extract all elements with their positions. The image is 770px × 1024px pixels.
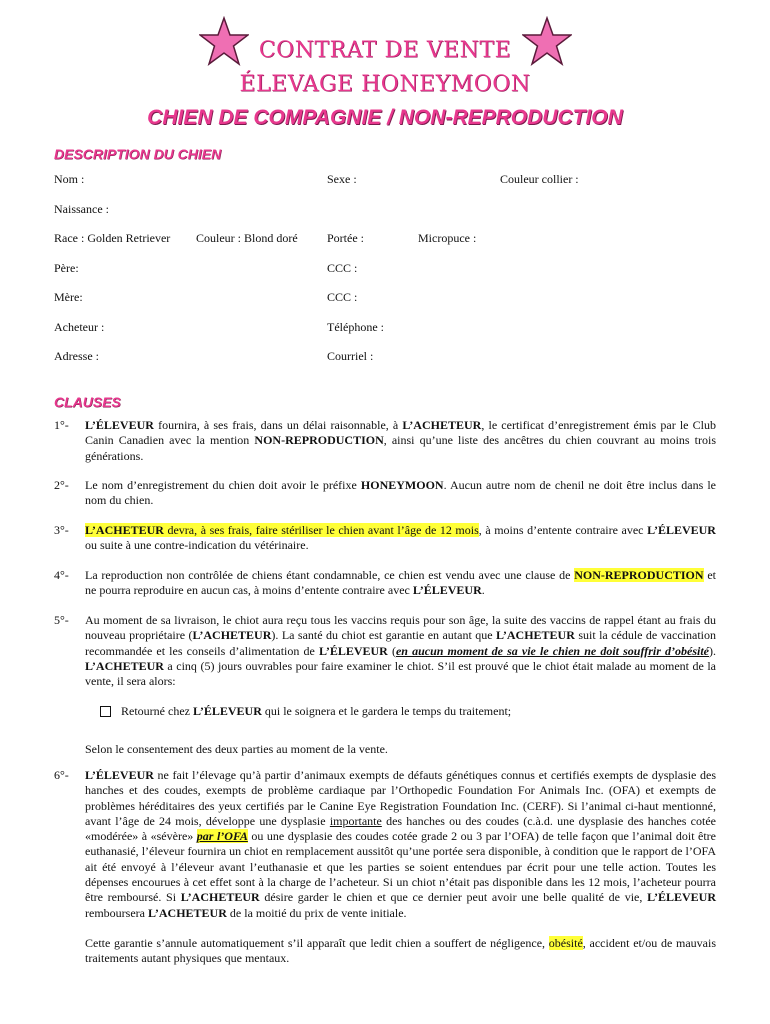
ccc-mother-label: CCC : — [327, 290, 358, 304]
clause-number: 4°- — [54, 568, 69, 582]
checkbox-icon[interactable] — [100, 706, 111, 717]
clause-4 — [54, 568, 716, 599]
contract-title: CONTRAT DE VENTE — [258, 38, 512, 63]
father-field-label: Père: — [54, 261, 79, 275]
contract-subtitle: CHIEN DE COMPAGNIE / NON-REPRODUCTION — [147, 106, 623, 129]
clause-number: 3°- — [54, 523, 69, 537]
clause-text: L’ACHETEUR devra, à ses frais, faire stériliser le chien avant l’âge de 12 mois, à moins d’entente contraire avec L’ÉLEVEUR ou suite à une contre-indication du vétérinaire. — [85, 523, 716, 553]
checkbox-option — [100, 704, 511, 719]
sex-field-label: Sexe : — [327, 172, 357, 186]
clause-number: 5°- — [54, 613, 69, 627]
clause-number: 1°- — [54, 418, 69, 432]
description-heading: DESCRIPTION DU CHIEN — [54, 146, 222, 162]
color-field — [196, 231, 298, 246]
buyer-field-label: Acheteur : — [54, 320, 105, 334]
color-label: Couleur : — [196, 231, 244, 245]
clause-text: La reproduction non contrôlée de chiens étant condamnable, ce chien est vendu avec une clause de NON-REPRODUCTION et ne pourra reproduire en aucun cas, à moins d’entente contraire avec L’ÉLEVEUR. — [85, 568, 716, 598]
name-field-label: Nom : — [54, 172, 85, 186]
clause-text: L’ÉLEVEUR fournira, à ses frais, dans un délai raisonnable, à L’ACHETEUR, le certificat d’enregistrement émis par le Club Canin Canadien avec la mention NON-REPRODUCTION, ainsi qu’une liste des ancêtres du chien couvrant au moins trois générations. — [85, 418, 716, 463]
breed-label: Race : — [54, 231, 88, 245]
clause-1 — [54, 418, 716, 464]
clause-number: 6°- — [54, 768, 69, 782]
litter-field-label: Portée : — [327, 231, 364, 245]
consent-text: Selon le consentement des deux parties au moment de la vente. — [85, 742, 388, 756]
phone-field-label: Téléphone : — [327, 320, 384, 334]
email-field-label: Courriel : — [327, 349, 374, 363]
breed-value: Golden Retriever — [87, 231, 171, 245]
mother-field-label: Mère: — [54, 290, 83, 304]
clause-text: Au moment de sa livraison, le chiot aura reçu tous les vaccins requis pour son âge, la suite des vaccins de rappel étant au frais du nouveau propriétaire (L’ACHETEUR). La santé du chiot est garantie en autant que L’ACHETEUR suit la cédule de vaccination recommandée et les conseils d’alimentation de L’ÉLEVEUR (en aucun moment de sa vie le chien ne doit souffrir d’obésité). L’ACHETEUR a cinq (5) jours ouvrables pour faire examiner le chiot. S’il est prouvé que le chiot était malade au moment de la vente, il sera alors: — [85, 613, 717, 689]
checkbox-label: Retourné chez L’ÉLEVEUR qui le soignera et le gardera le temps du traitement; — [121, 704, 512, 718]
kennel-title: ÉLEVAGE HONEYMOON — [239, 72, 531, 97]
clause-6 — [54, 768, 716, 921]
clause-number: 2°- — [54, 478, 69, 492]
birth-field-label: Naissance : — [54, 202, 109, 216]
ccc-father-label: CCC : — [327, 261, 358, 275]
address-field-label: Adresse : — [54, 349, 99, 363]
collar-color-label: Couleur collier : — [500, 172, 579, 186]
clause-5 — [54, 613, 716, 689]
guarantee-text: Cette garantie s’annule automatiquement s’il apparaît que ledit chien a souffert de négligence, obésité, accident et/ou de mauvais traitements autant physiques que mentaux. — [85, 936, 716, 966]
clauses-heading: CLAUSES — [54, 394, 121, 410]
microchip-field-label: Micropuce : — [418, 231, 477, 245]
clause-3 — [54, 523, 716, 554]
clause-2 — [54, 478, 716, 509]
clause-text: Le nom d’enregistrement du chien doit avoir le préfixe HONEYMOON. Aucun autre nom de chenil ne doit être inclus dans le nom du chien. — [85, 478, 716, 508]
breed-field — [54, 231, 170, 246]
clause-text: L’ÉLEVEUR ne fait l’élevage qu’à partir d’animaux exempts de défauts génétiques connus et certifiés exempts de dysplasie des hanches et des coudes, exempts de problème cardiaque par l’Orthopedic Foundation For Animals Inc. (OFA) et exempts de problèmes héréditaires des yeux certifiés par le Canine Eye Registration Foundation Inc. (CERF). Si l’animal ci-haut mentionné, avant l’âge de 24 mois, développe une dysplasie importante des hanches ou des coudes (c.à.d. une dysplasie des hanches cotée «modérée» à «sévère» par l’OFA ou une dysplasie des coudes cotée grade 2 ou 3 par l’OFA) de telle façon que l’animal doit être euthanasié, l’éleveur fournira un chiot en remplacement aussitôt qu’une portée sera disponible, à condition que le rapport de l’OFA ait été envoyé à l’éleveur avant l’euthanasie et que les parties se soient entendues par écrit pour une telle action. Toutes les dépenses encourues à cet effet sont à la charge de l’acheteur. Si un chiot n’était pas disponible dans les 12 mois, l’acheteur pourra être remboursé. Si L’ACHETEUR désire garder le chien et que ce dernier peut avoir une belle qualité de vie, L’ÉLEVEUR remboursera L’ACHETEUR de la moitié du prix de vente initiale. — [85, 768, 717, 920]
color-value: Blond doré — [244, 231, 298, 245]
